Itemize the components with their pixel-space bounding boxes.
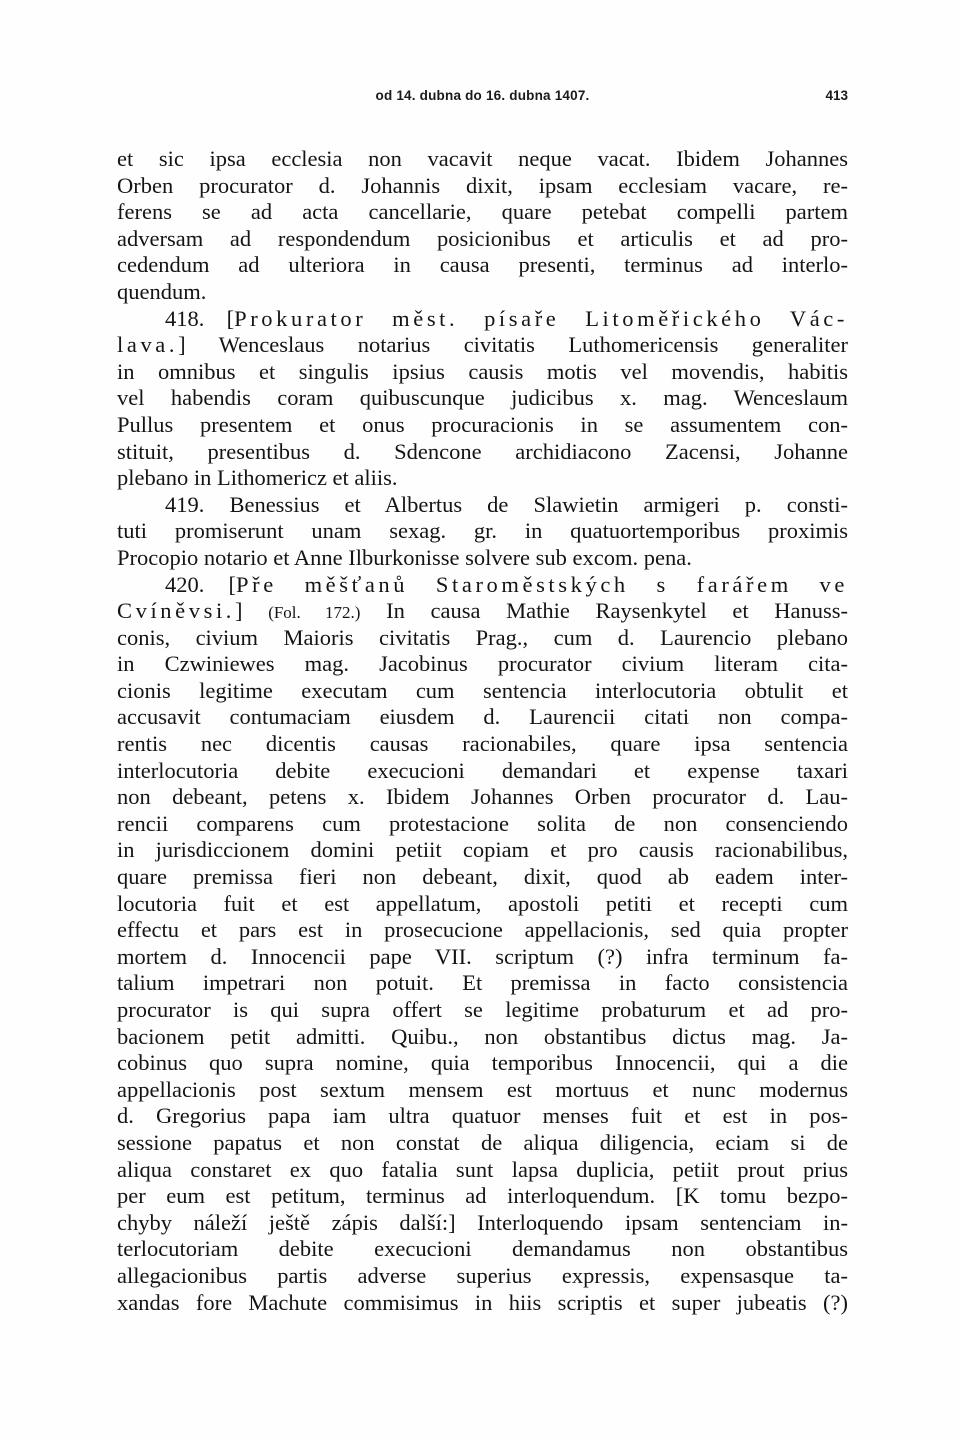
line-segment: interlocutoria debite execucioni demandari et expense taxari [117,757,848,783]
text-line [117,412,848,439]
text-line [117,492,848,519]
line-segment: adversam ad respondendum posicionibus et articulis et ad pro- [117,225,848,251]
text-line [117,970,848,997]
text-line [117,252,848,279]
text-line [117,731,848,758]
text-line [117,811,848,838]
line-segment: sessione papatus et non constat de aliqua diligencia, eciam si de [117,1129,848,1155]
line-segment: locutoria fuit et est appellatum, apostoli petiti et recepti cum [117,890,848,916]
text-line [117,1290,848,1317]
line-segment: rencii comparens cum protestacione solita de non consenciendo [117,810,848,836]
line-segment: allegacionibus partis adverse superius expressis, expensasque ta- [117,1262,848,1288]
text-line [117,1050,848,1077]
body-text [117,146,848,1316]
text-line [117,1130,848,1157]
line-segment: cionis legitime executam cum sentencia interlocutoria obtulit et [117,677,848,703]
text-line [117,704,848,731]
text-line [117,465,848,492]
line-segment: in omnibus et singulis ipsius causis motis vel movendis, habitis [117,358,848,384]
text-line [117,199,848,226]
line-segment: procurator is qui supra offert se legitime probaturum et ad pro- [117,997,848,1022]
folio-reference: (Fol. 172.) [268,603,361,623]
line-segment: in Czwiniewes mag. Jacobinus procurator civium literam cita- [117,651,848,677]
line-segment: In causa Mathie Raysenkytel et Hanuss- [360,598,848,624]
line-segment: bacionem petit admitti. Quibu., non obstantibus dictus mag. Ja- [117,1023,848,1049]
line-segment: terlocutoriam debite execucioni demandamus non obstantibus [117,1236,848,1262]
text-line [117,146,848,173]
text-line [117,651,848,678]
text-line [117,1183,848,1210]
line-segment: mortem d. Innocencii pape VII. scriptum (?) infra terminum fa- [117,943,848,969]
text-line [117,837,848,864]
line-segment: Orben procurator d. Johannis dixit, ipsam ecclesiam vacare, re- [117,172,848,198]
text-line [117,359,848,386]
text-line [117,1210,848,1237]
spaced-heading-text: lava. [117,332,179,358]
text-line [117,1263,848,1290]
line-segment: cobinus quo supra nomine, quia temporibus Innocencii, qui a die [117,1050,848,1076]
spaced-heading-text: Prokurator měst. písaře Litoměřického Vác- [234,305,848,331]
line-segment: d. Gregorius papa iam ultra quatuor menses fuit et est in pos- [117,1103,848,1129]
text-line [117,678,848,705]
line-segment: quendum. [117,278,207,304]
text-line [117,332,848,359]
line-segment: stituit, presentibus d. Sdencone archidiacono Zacensi, Johanne [117,438,848,464]
line-segment: cedendum ad ulteriora in causa presenti, terminus ad interlo- [117,252,848,278]
page-number: 413 [825,88,848,103]
text-line [117,1103,848,1130]
text-line [117,917,848,944]
line-segment: per eum est petitum, terminus ad interloquendum. [K tomu bezpo- [117,1183,848,1209]
line-segment: quare premissa fieri non debeant, dixit, quod ab eadem inter- [117,864,848,890]
line-segment: conis, civium Maioris civitatis Prag., cum d. Laurencio plebano [117,624,848,650]
spaced-heading-text: Pře měšťanů Staroměstských s farářem ve [236,571,848,597]
line-segment: 420. [ [165,571,237,597]
text-line [117,439,848,466]
running-head-title: od 14. dubna do 16. dubna 1407. [375,88,590,103]
line-segment: vel habendis coram quibuscunque judicibus x. mag. Wenceslaum [117,385,848,411]
text-line [117,784,848,811]
line-segment: Procopio notario et Anne Ilburkonisse solvere sub excom. pena. [117,544,692,570]
line-segment: ] [235,598,269,624]
line-segment: accusavit contumaciam eiusdem d. Laurencii citati non compa- [117,704,848,730]
line-segment: aliqua constaret ex quo fatalia sunt lapsa duplicia, petiit prout prius [117,1156,848,1182]
line-segment: in jurisdiccionem domini petiit copiam et pro causis racionabilibus, [117,837,848,863]
text-line [117,891,848,918]
text-line [117,1024,848,1051]
text-line [117,864,848,891]
line-segment: ] Wenceslaus notarius civitatis Luthomericensis generaliter [178,332,848,358]
line-segment: rentis nec dicentis causas racionabiles, quare ipsa sentencia [117,731,848,757]
text-line [117,598,848,625]
line-segment: plebano in Lithomericz et aliis. [117,465,398,491]
line-segment: Pullus presentem et onus procuracionis in se assumentem con- [117,411,848,437]
line-segment: et sic ipsa ecclesia non vacavit neque vacat. Ibidem Johannes [117,146,848,171]
text-line [117,1236,848,1263]
running-head [117,86,848,108]
text-line [117,944,848,971]
text-line [117,518,848,545]
line-segment: ferens se ad acta cancellarie, quare petebat compelli partem [117,199,848,225]
line-segment: effectu et pars est in prosecucione appellacionis, sed quia propter [117,917,848,943]
text-line [117,1157,848,1184]
line-segment: tuti promiserunt unam sexag. gr. in quatuortemporibus proximis [117,518,848,544]
text-line [117,758,848,785]
line-segment: 419. Benessius et Albertus de Slawietin armigeri p. consti- [165,491,848,517]
text-line [117,385,848,412]
text-line [117,306,848,333]
line-segment: appellacionis post sextum mensem est mortuus et nunc modernus [117,1076,848,1102]
text-line [117,625,848,652]
text-line [117,545,848,572]
text-line [117,279,848,306]
line-segment: non debeant, petens x. Ibidem Johannes Orben procurator d. Lau- [117,784,848,810]
line-segment: 418. [ [165,305,235,331]
text-line [117,572,848,599]
line-segment: xandas fore Machute commisimus in hiis scriptis et super jubeatis (?) [117,1289,848,1315]
line-segment: chyby náleží ještě zápis další:] Interloquendo ipsam sentenciam in- [117,1209,848,1235]
spaced-heading-text: Cvíněvsi. [117,598,236,624]
text-line [117,997,848,1024]
text-line [117,226,848,253]
text-line [117,1077,848,1104]
line-segment: talium impetrari non potuit. Et premissa in facto consistencia [117,970,848,996]
text-line [117,173,848,200]
